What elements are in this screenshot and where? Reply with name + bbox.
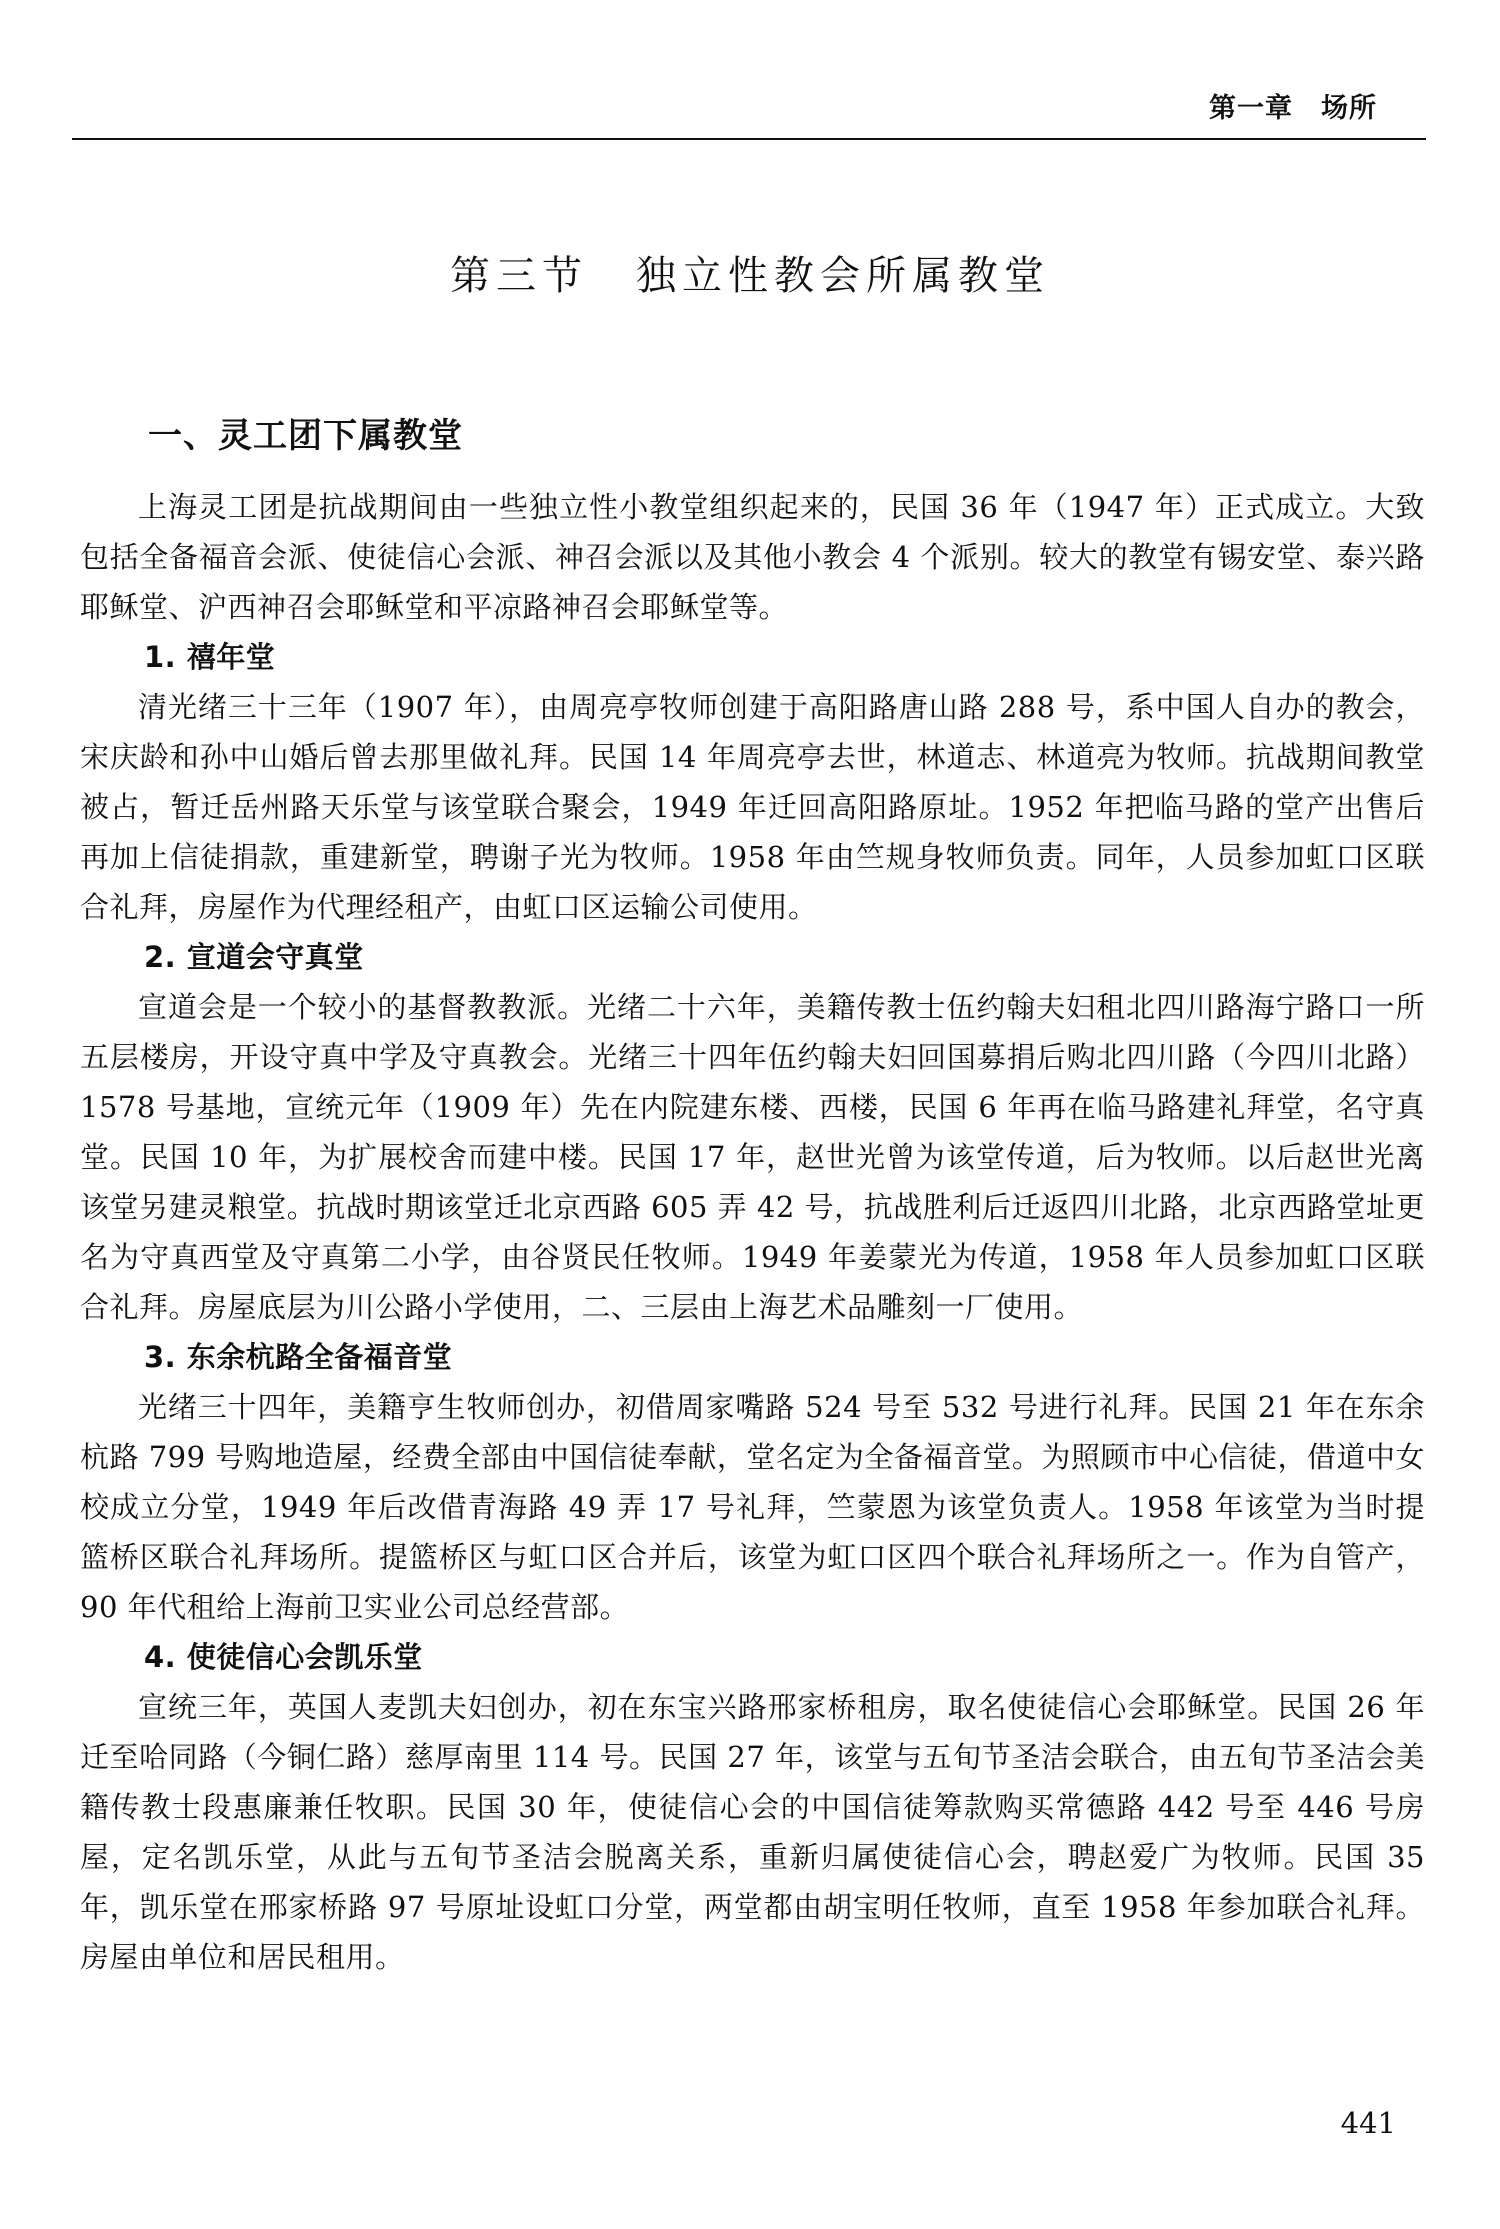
item-paragraph: 光绪三十四年，美籍亨生牧师创办，初借周家嘴路 524 号至 532 号进行礼拜。民国 21 年在东余杭路 799 号购地造屋，经费全部由中国信徒奉献，堂名定为全备福音堂。为照顾市中心信徒，借道中女校成立分堂，1949 年后改借青海路 49 弄 17 号礼拜，竺蒙恩为该堂负责人。1958 年该堂为当时提篮桥区联合礼拜场所。提篮桥区与虹口区合并后，该堂为虹口区四个联合礼拜场所之一。作为自管产，90 年代租给上海前卫实业公司总经营部。 [80,1390,1425,1624]
section-name: 独立性教会所属教堂 [636,253,1050,299]
running-header [1209,86,1377,125]
item-paragraph: 宣统三年，英国人麦凯夫妇创办，初在东宝兴路邢家桥租房，取名使徒信心会耶稣堂。民国 26 年迁至哈同路（今铜仁路）慈厚南里 114 号。民国 27 年，该堂与五旬节圣洁会联合，由五旬节圣洁会美籍传教士段惠廉兼任牧职。民国 30 年，使徒信心会的中国信徒筹款购买常德路 442 号至 446 号房屋，定名凯乐堂，从此与五旬节圣洁会脱离关系，重新归属使徒信心会，聘赵爱广为牧师。民国 35 年，凯乐堂在邢家桥路 97 号原址设虹口分堂，两堂都由胡宝明任牧师，直至 1958 年参加联合礼拜。房屋由单位和居民租用。 [80,1690,1425,1974]
item-heading: 4. 使徒信心会凯乐堂 [144,1640,423,1674]
page-number: 441 [1340,2106,1396,2140]
chapter-title: 场所 [1321,93,1377,124]
body-text [80,482,1425,1982]
item-paragraph: 清光绪三十三年（1907 年），由周亮亭牧师创建于高阳路唐山路 288 号，系中国人自办的教会，宋庆龄和孙中山婚后曾去那里做礼拜。民国 14 年周亮亭去世，林道志、林道亮为牧师。抗战期间教堂被占，暂迁岳州路天乐堂与该堂联合聚会，1949 年迁回高阳路原址。1952 年把临马路的堂产出售后再加上信徒捐款，重建新堂，聘谢子光为牧师。1958 年由竺规身牧师负责。同年，人员参加虹口区联合礼拜，房屋作为代理经租产，由虹口区运输公司使用。 [80,690,1425,924]
header-rule [72,138,1426,140]
chapter-label: 第一章 [1209,93,1293,124]
item-heading: 1. 禧年堂 [144,640,276,674]
section-number: 第三节 [450,253,588,299]
item-heading: 2. 宣道会守真堂 [144,940,364,974]
item-heading: 3. 东余杭路全备福音堂 [144,1340,453,1374]
intro-paragraph: 上海灵工团是抗战期间由一些独立性小教堂组织起来的，民国 36 年（1947 年）正式成立。大致包括全备福音会派、使徒信心会派、神召会派以及其他小教会 4 个派别。较大的教堂有锡安堂、泰兴路耶稣堂、沪西神召会耶稣堂和平凉路神召会耶稣堂等。 [80,490,1425,624]
section-title [0,244,1500,301]
item-paragraph: 宣道会是一个较小的基督教教派。光绪二十六年，美籍传教士伍约翰夫妇租北四川路海宁路口一所五层楼房，开设守真中学及守真教会。光绪三十四年伍约翰夫妇回国募捐后购北四川路（今四川北路）1578 号基地，宣统元年（1909 年）先在内院建东楼、西楼，民国 6 年再在临马路建礼拜堂，名守真堂。民国 10 年，为扩展校舍而建中楼。民国 17 年，赵世光曾为该堂传道，后为牧师。以后赵世光离该堂另建灵粮堂。抗战时期该堂迁北京西路 605 弄 42 号，抗战胜利后迁返四川北路，北京西路堂址更名为守真西堂及守真第二小学，由谷贤民任牧师。1949 年姜蒙光为传道，1958 年人员参加虹口区联合礼拜。房屋底层为川公路小学使用，二、三层由上海艺术品雕刻一厂使用。 [80,990,1425,1324]
subsection-heading: 一、灵工团下属教堂 [148,416,463,456]
